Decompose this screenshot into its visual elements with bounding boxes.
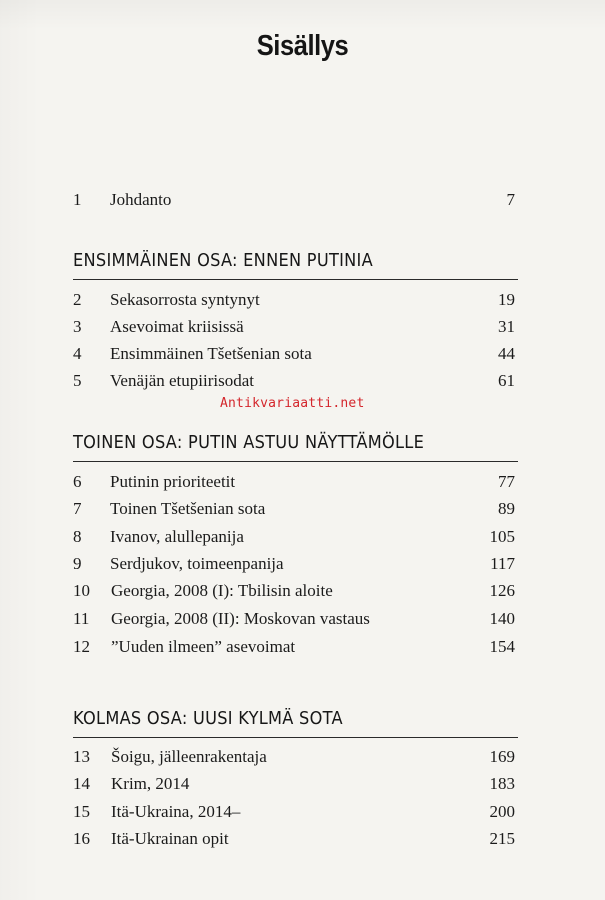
section-rule [73,279,518,280]
chapter-number: 3 [73,317,82,336]
toc-entry [73,344,515,366]
chapter-number: 1 [73,190,82,209]
page-number: 126 [489,581,515,600]
page-number: 31 [498,317,515,336]
chapter-title: Georgia, 2008 (I): Tbilisin aloite [111,581,333,600]
chapter-number: 9 [73,554,82,573]
chapter-title: Toinen Tšetšenian sota [110,499,266,518]
toc-entry [73,554,515,576]
watermark-text: Antikvariaatti.net [220,396,365,411]
chapter-number: 14 [73,774,90,793]
page-number: 117 [490,554,515,573]
page-number: 7 [506,190,515,209]
section-rule [73,737,518,738]
chapter-number: 15 [73,802,90,821]
toc-entry [73,190,515,212]
page-number: 200 [489,802,515,821]
chapter-title: Itä-Ukrainan opit [111,829,229,848]
chapter-number: 4 [73,344,82,363]
toc-entry [73,290,515,312]
page-number: 61 [498,371,515,390]
page-number: 140 [489,609,515,628]
chapter-title: Ensimmäinen Tšetšenian sota [110,344,312,363]
chapter-number: 5 [73,371,82,390]
chapter-number: 10 [73,581,90,600]
chapter-number: 12 [73,637,90,656]
chapter-number: 7 [73,499,82,518]
chapter-number: 13 [73,747,90,766]
toc-entry [73,527,515,549]
page-number: 169 [489,747,515,766]
page-number: 77 [498,472,515,491]
chapter-title: Šoigu, jälleenrakentaja [111,747,267,766]
section-rule [73,461,518,462]
chapter-number: 6 [73,472,82,491]
section-heading: KOLMAS OSA: UUSI KYLMÄ SOTA [73,708,343,729]
page-number: 105 [489,527,515,546]
chapter-title: ”Uuden ilmeen” asevoimat [111,637,296,656]
toc-entry [73,499,515,521]
toc-entry [73,371,515,393]
toc-entry [73,747,515,769]
toc-entry [73,317,515,339]
chapter-number: 11 [73,609,90,628]
chapter-title: Venäjän etupiirisodat [110,371,254,390]
toc-entry [73,609,515,631]
chapter-title: Krim, 2014 [111,774,190,793]
toc-entry [73,581,515,603]
chapter-number: 2 [73,290,82,309]
chapter-title: Johdanto [110,190,172,209]
page-number: 44 [498,344,515,363]
chapter-title: Georgia, 2008 (II): Moskovan vastaus [111,609,370,628]
chapter-title: Serdjukov, toimeenpanija [110,554,284,573]
toc-entry [73,472,515,494]
chapter-title: Sekasorrosta syntynyt [110,290,260,309]
page-number: 154 [489,637,515,656]
page-number: 89 [498,499,515,518]
chapter-title: Itä-Ukraina, 2014– [111,802,241,821]
chapter-title: Ivanov, alullepanija [110,527,244,546]
chapter-number: 16 [73,829,90,848]
page-number: 19 [498,290,515,309]
chapter-title: Asevoimat kriisissä [110,317,244,336]
toc-entry [73,774,515,796]
toc-entry [73,637,515,659]
page-title: Sisällys [256,30,349,62]
toc-entry [73,829,515,851]
section-heading: ENSIMMÄINEN OSA: ENNEN PUTINIA [73,250,373,271]
page-number: 215 [489,829,515,848]
chapter-number: 8 [73,527,82,546]
page-number: 183 [489,774,515,793]
section-heading: TOINEN OSA: PUTIN ASTUU NÄYTTÄMÖLLE [73,432,425,453]
toc-entry [73,802,515,824]
chapter-title: Putinin prioriteetit [110,472,236,491]
